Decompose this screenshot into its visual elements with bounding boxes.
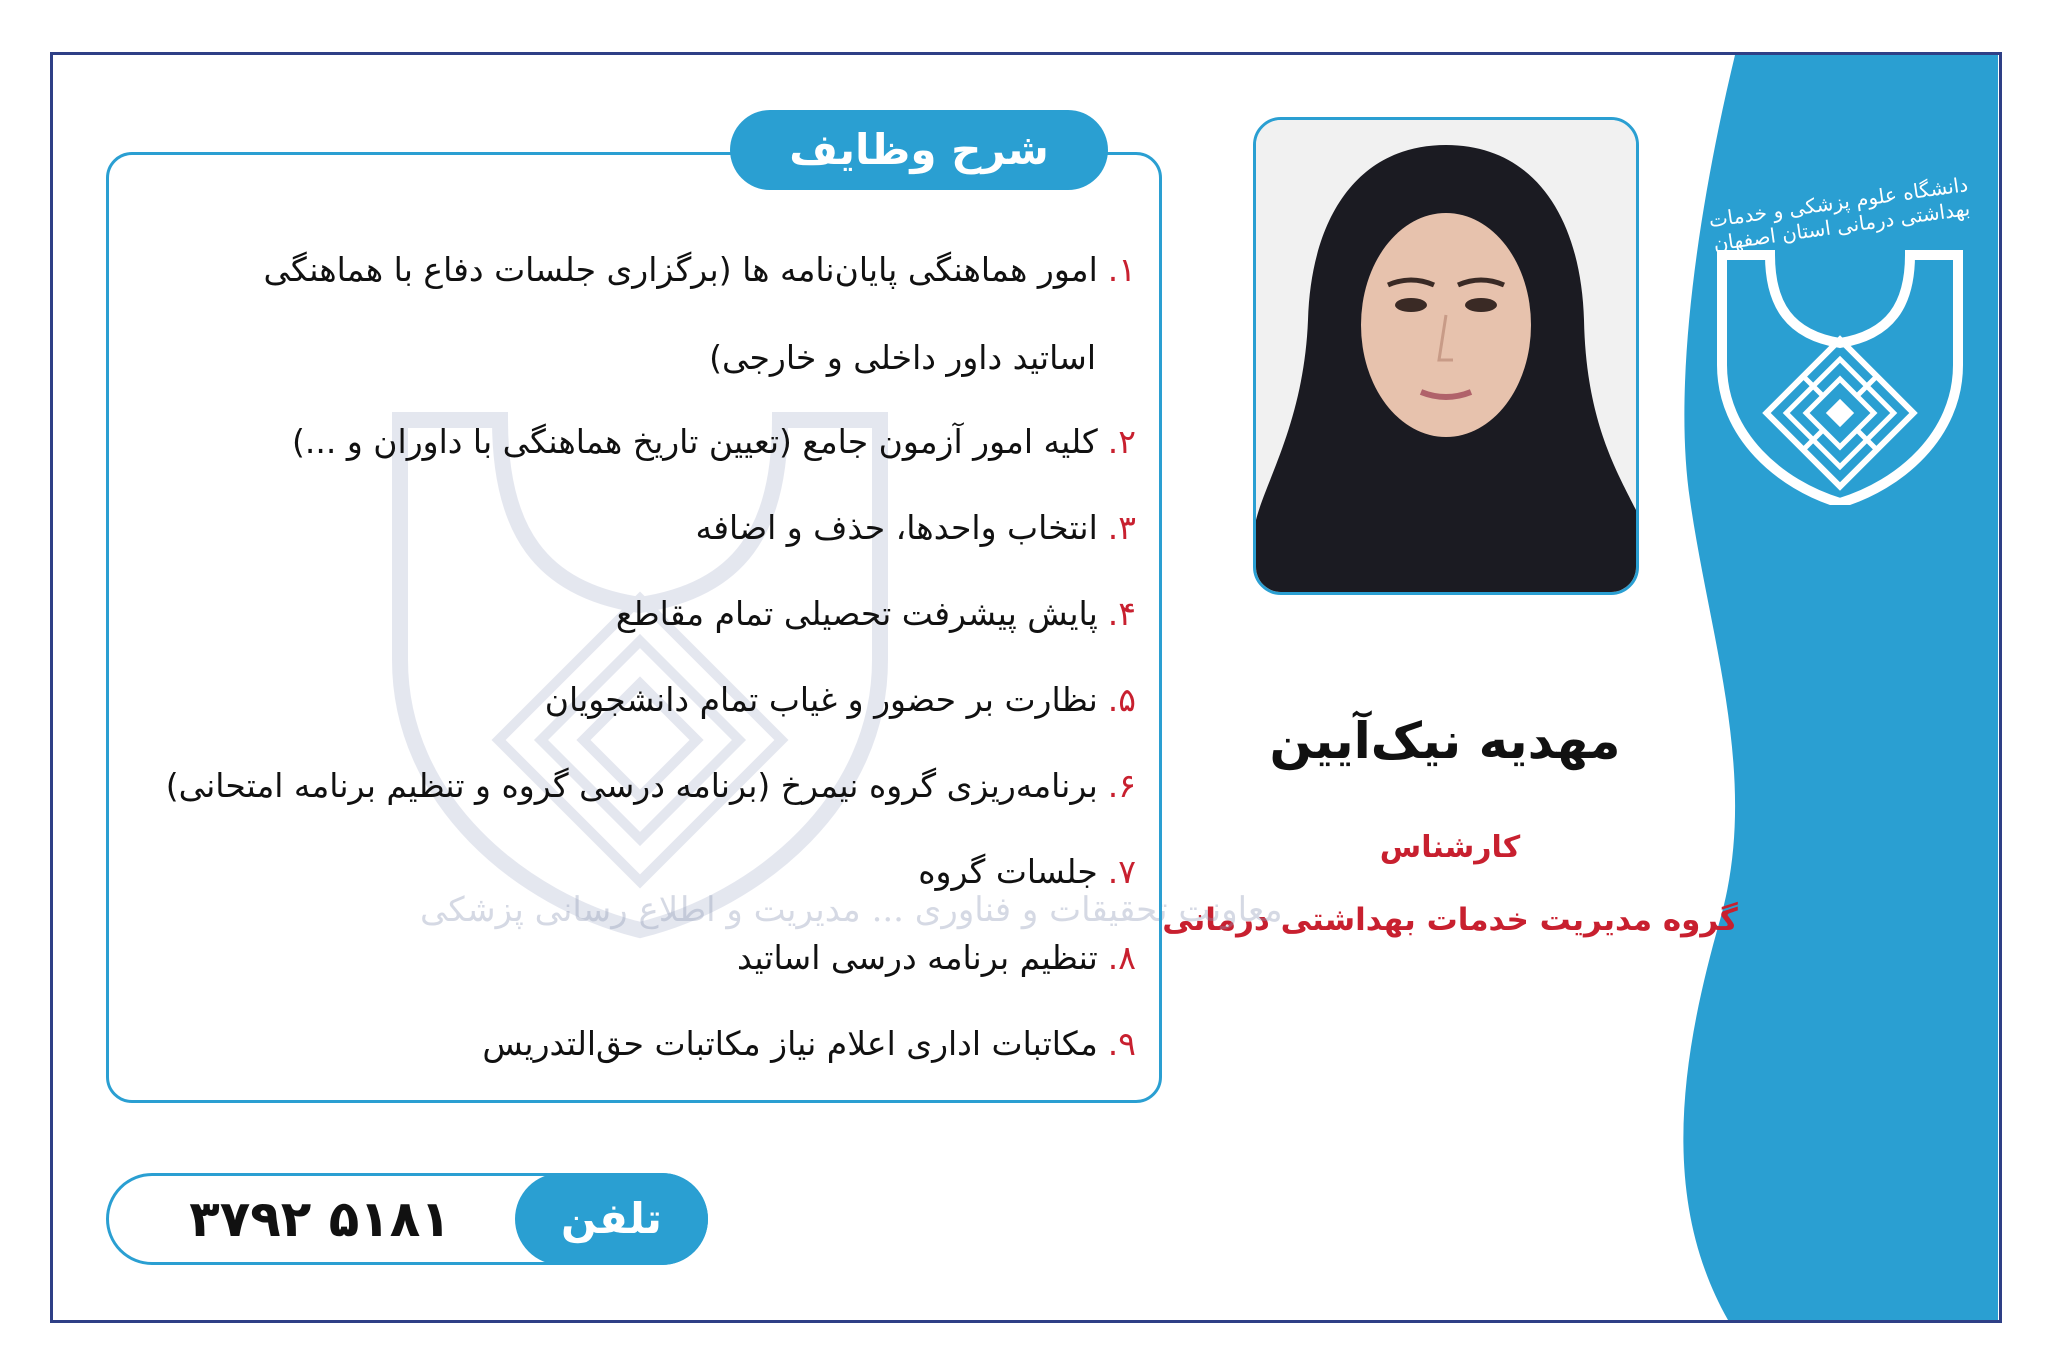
duty-item-7 xyxy=(918,854,1136,890)
duty-text: اساتید داور داخلی و خارجی) xyxy=(709,338,1096,377)
duty-text: تنظیم برنامه درسی اساتید xyxy=(737,938,1098,977)
duty-number: ۱. xyxy=(1107,250,1136,289)
duty-text: پایش پیشرفت تحصیلی تمام مقاطع xyxy=(615,594,1098,633)
duty-number: ۷. xyxy=(1107,852,1136,891)
duty-number: ۸. xyxy=(1107,938,1136,977)
duty-item-1 xyxy=(264,252,1136,288)
duty-item-3 xyxy=(696,510,1136,546)
phone-label: تلفن xyxy=(515,1173,708,1265)
duty-text: مکاتبات اداری اعلام نیاز مکاتبات حق‌التدریس xyxy=(482,1024,1098,1063)
duty-item-9 xyxy=(482,1026,1136,1062)
duty-text: انتخاب واحدها، حذف و اضافه xyxy=(695,508,1098,547)
university-logo-icon xyxy=(1710,165,1970,505)
duty-text: کلیه امور آزمون جامع (تعیین تاریخ هماهنگی با داوران و ...) xyxy=(292,422,1098,461)
profile-photo xyxy=(1253,117,1639,595)
watermark-text: معاونت تحقیقات و فناوری ... مدیریت و اطلاع رسانی پزشکی xyxy=(420,890,1283,930)
duty-item-6 xyxy=(166,768,1136,804)
duty-item-1-cont xyxy=(709,340,1096,376)
duty-item-5 xyxy=(545,682,1136,718)
duty-number: ۶. xyxy=(1107,766,1136,805)
portrait-placeholder-icon xyxy=(1256,120,1636,592)
duty-text: برنامه‌ریزی گروه نیمرخ (برنامه درسی گروه و تنظیم برنامه امتحانی) xyxy=(165,766,1098,805)
logo-caption: دانشگاه علوم پزشکی و خدمات بهداشتی درمانی استان اصفهان xyxy=(1707,172,1972,256)
duty-number: ۲. xyxy=(1107,422,1136,461)
person-name: مهدیه نیک‌آیین xyxy=(1269,712,1621,770)
duty-item-2 xyxy=(292,424,1136,460)
person-role: کارشناس xyxy=(1379,830,1521,865)
duty-number: ۳. xyxy=(1107,508,1136,547)
phone-number[interactable]: ۳۷۹۲ ۵۱۸۱ xyxy=(189,1190,451,1248)
duty-text: نظارت بر حضور و غیاب تمام دانشجویان xyxy=(544,680,1098,719)
duty-item-8 xyxy=(737,940,1136,976)
duty-number: ۵. xyxy=(1107,680,1136,719)
duty-text: امور هماهنگی پایان‌نامه ها (برگزاری جلسات دفاع با هماهنگی xyxy=(263,250,1098,289)
duties-title: شرح وظایف xyxy=(730,110,1108,190)
duty-item-4 xyxy=(616,596,1136,632)
person-department: گروه مدیریت خدمات بهداشتی درمانی xyxy=(1162,902,1738,938)
duty-number: ۴. xyxy=(1107,594,1136,633)
duties-list xyxy=(106,152,1136,1103)
duty-number: ۹. xyxy=(1107,1024,1136,1063)
duty-text: جلسات گروه xyxy=(918,852,1098,891)
